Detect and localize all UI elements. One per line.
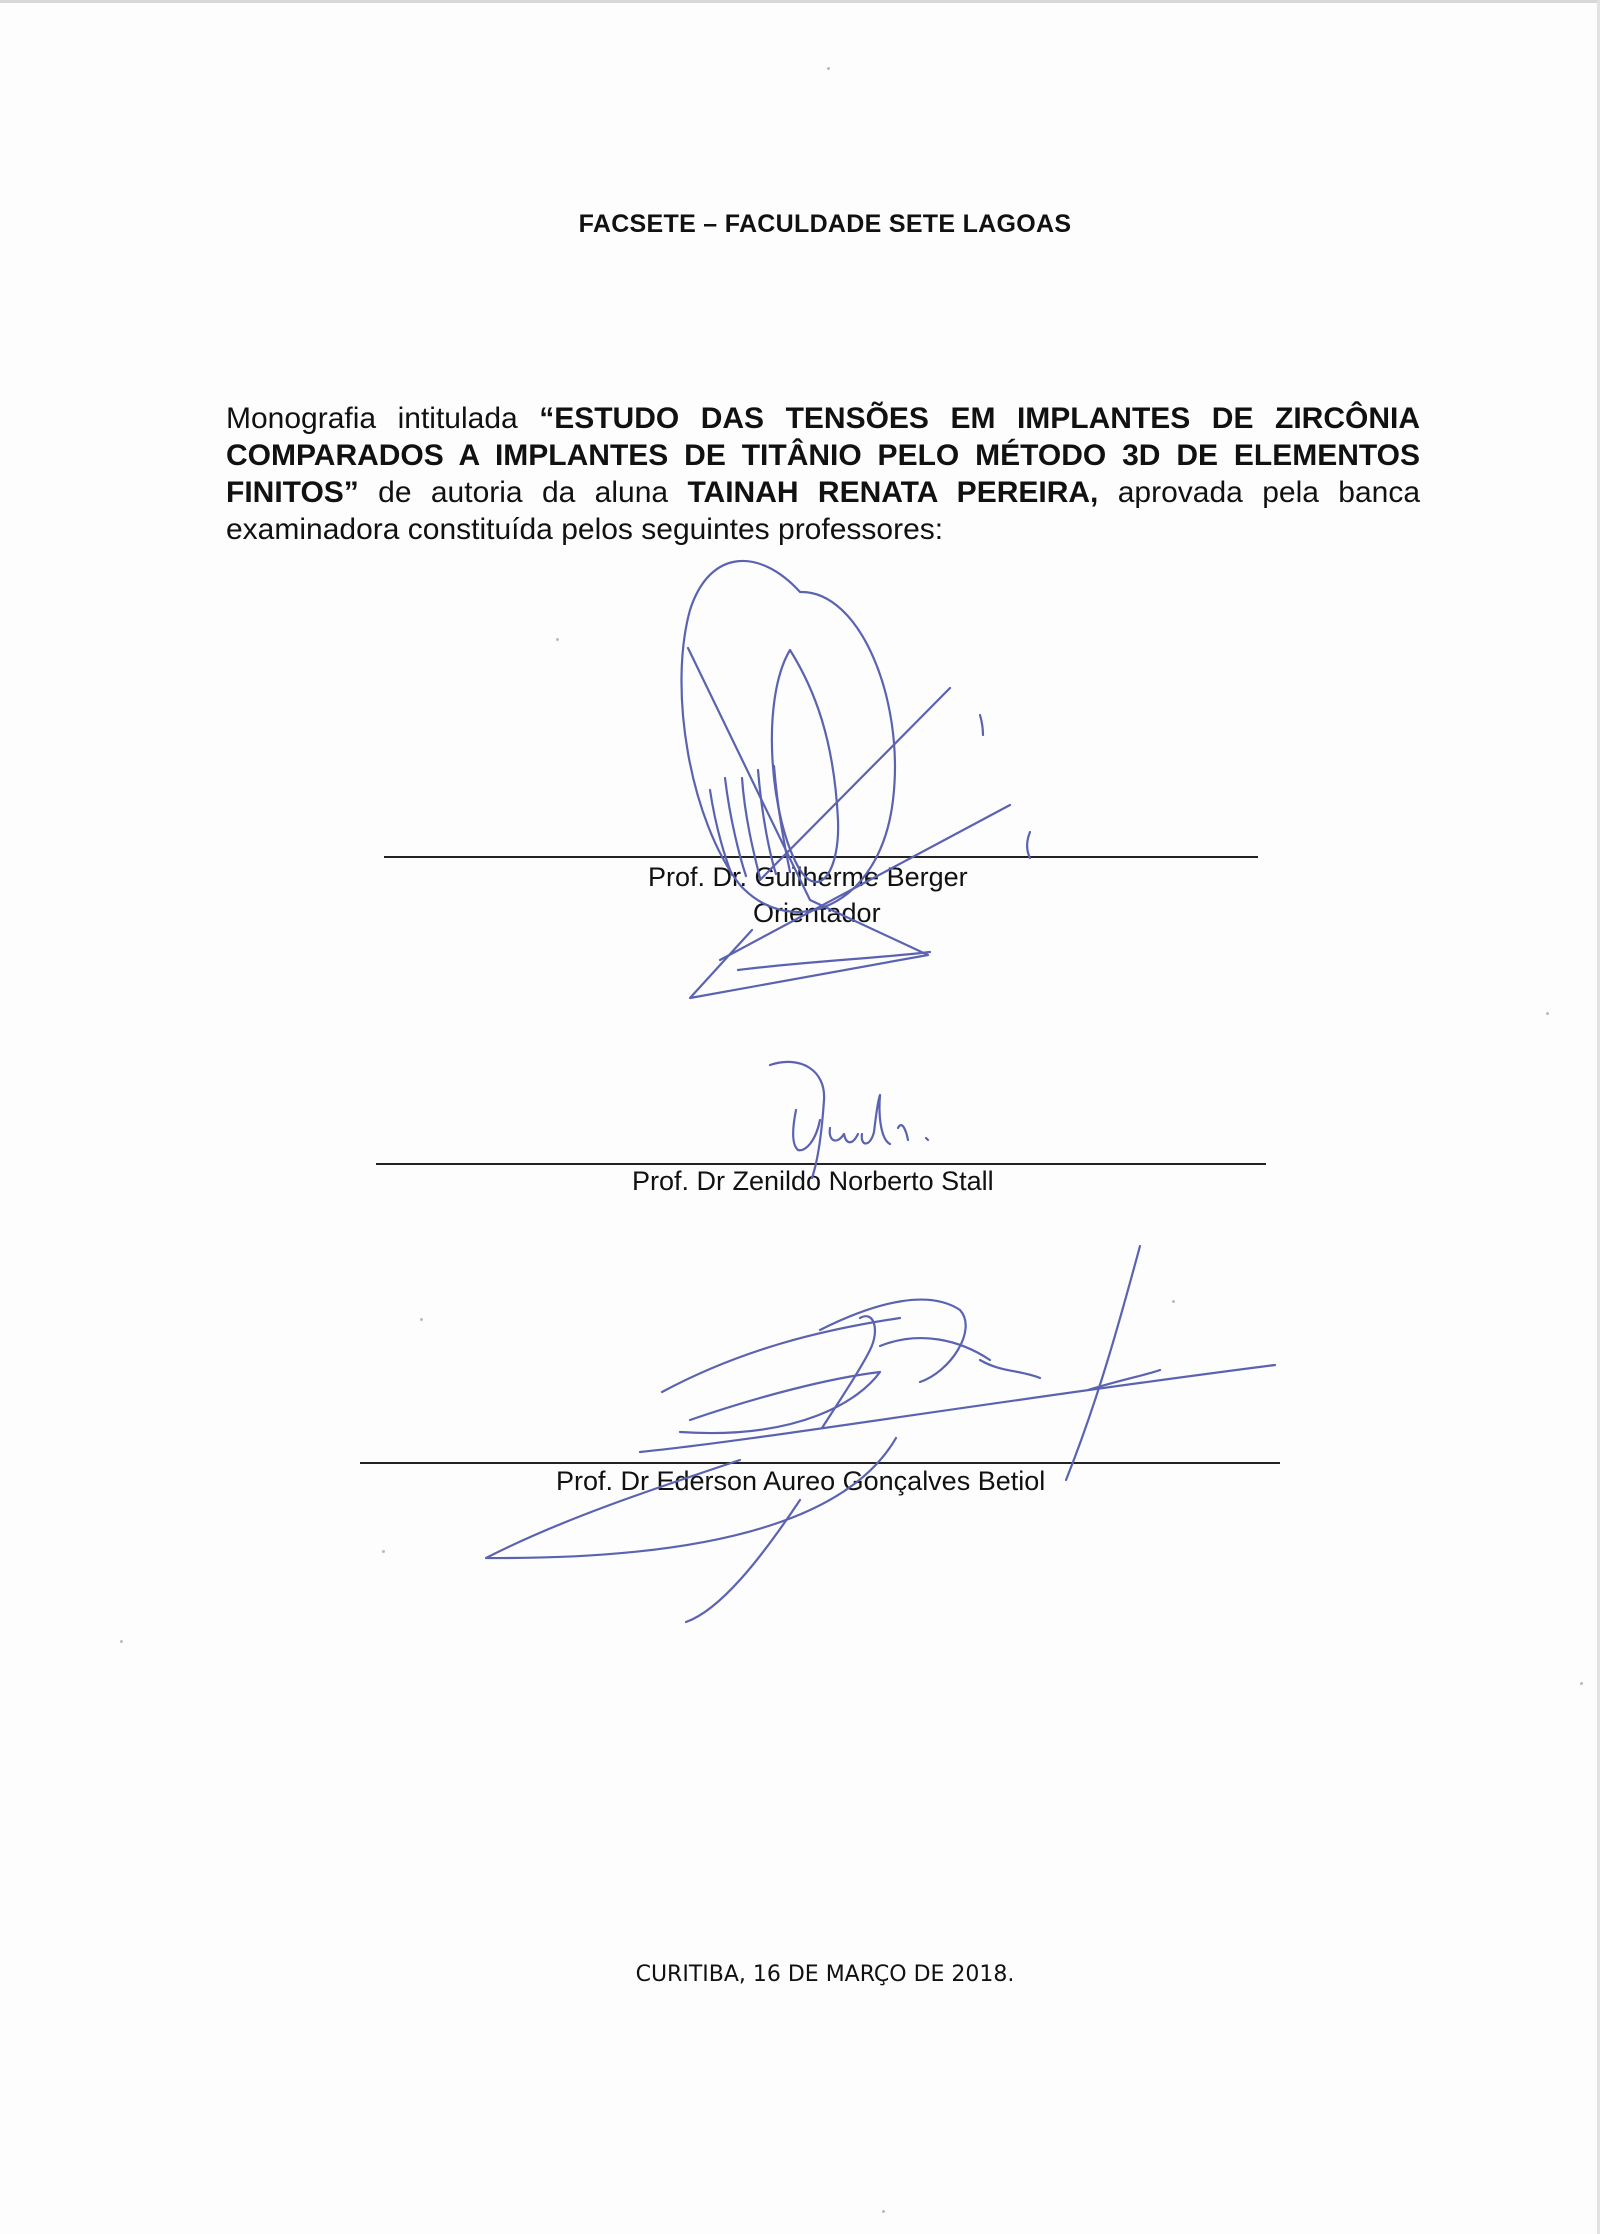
institution-heading: FACSETE – FACULDADE SETE LAGOAS: [578, 210, 1072, 238]
examiner-2-name: Prof. Dr Zenildo Norberto Stall: [632, 1166, 994, 1196]
declaration-closing: aprovada pela banca examinadora constituída pelos seguintes professores:: [226, 476, 1421, 546]
scan-speck: [882, 2210, 885, 2213]
declaration-authorship: de autoria da aluna: [358, 476, 688, 509]
date-and-place: CURITIBA, 16 DE MARÇO DE 2018.: [635, 1962, 1015, 1987]
scan-speck: [382, 1550, 385, 1553]
signature-line-2: [376, 1163, 1266, 1165]
student-name: TAINAH RENATA PEREIRA,: [687, 476, 1099, 509]
scan-speck: [556, 638, 559, 641]
scan-edge-top: [0, 0, 1600, 3]
scan-speck: [1580, 1682, 1583, 1685]
scan-speck: [420, 1318, 423, 1321]
scan-speck: [827, 67, 830, 70]
signature-line-3: [360, 1462, 1280, 1464]
scan-speck: [1172, 1300, 1175, 1303]
scan-speck: [1546, 1012, 1549, 1015]
declaration-intro: Monografia intitulada: [226, 402, 540, 435]
approval-declaration: [226, 400, 1420, 548]
signature-guilherme-berger: [681, 561, 1030, 998]
signature-line-1: [384, 856, 1258, 858]
scan-speck: [120, 1640, 123, 1643]
thesis-title: “ESTUDO DAS TENSÕES EM IMPLANTES DE ZIRCÔNIA COMPARADOS A IMPLANTES DE TITÂNIO PELO MÉTODO 3D DE ELEMENTOS FINITOS”: [226, 402, 1420, 509]
examiner-3-name: Prof. Dr Ederson Aureo Gonçalves Betiol: [556, 1466, 1046, 1496]
signature-zenildo-stall: [770, 1062, 928, 1178]
examiner-1-role: Orientador: [753, 898, 881, 928]
examiner-1-name: Prof. Dr. Guilherme Berger: [648, 862, 968, 892]
signature-ederson-betiol: [486, 1246, 1275, 1622]
